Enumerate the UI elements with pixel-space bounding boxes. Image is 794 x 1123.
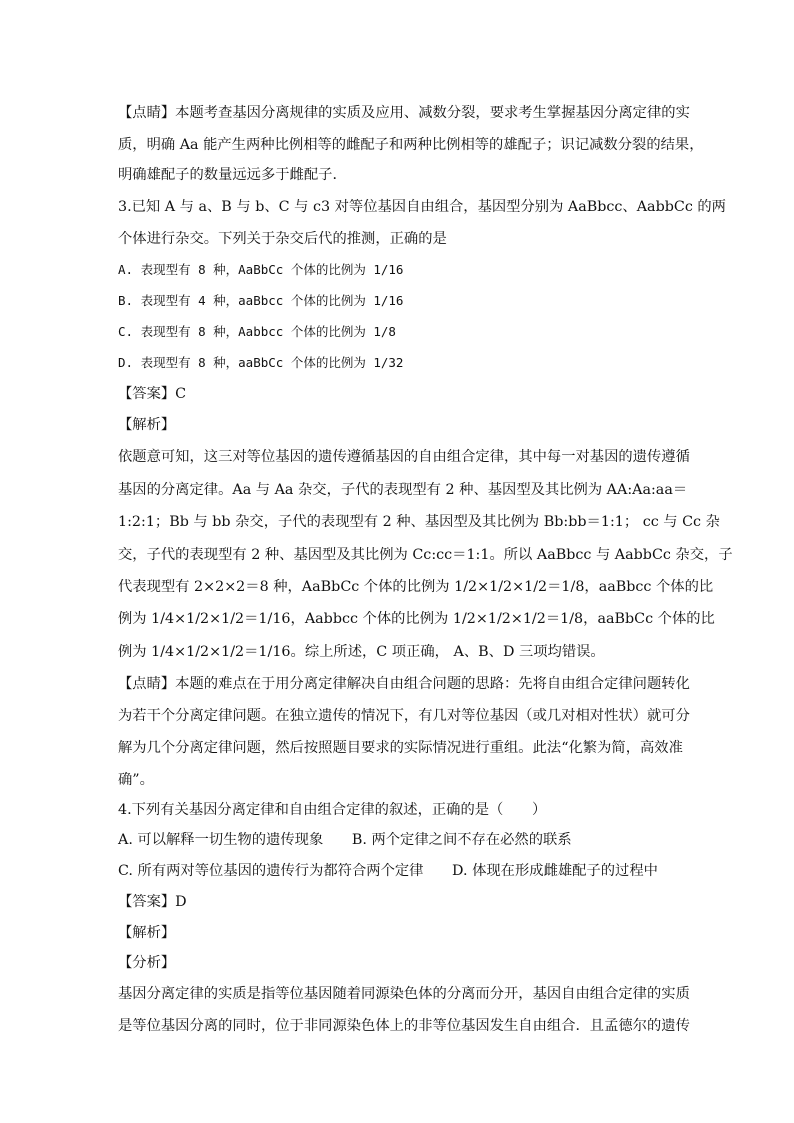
paragraph-line: 是等位基因分离的同时，位于非同源染色体上的非等位基因发生自由组合．且孟德尔的遗传	[118, 1018, 690, 1034]
analysis-label: 【解析】	[118, 925, 176, 941]
option-d: D. 表现型有 8 种，aaBbCc 个体的比例为 1/32	[118, 355, 404, 370]
option-b: B. 表现型有 4 种，aaBbcc 个体的比例为 1/16	[118, 293, 404, 308]
paragraph-line: 质，明确 Aa 能产生两种比例相等的雌配子和两种比例相等的雄配子；识记减数分裂的结果，	[118, 137, 704, 153]
paragraph-line: 明确雄配子的数量远远多于雌配子．	[118, 167, 347, 183]
paragraph-line: 例为 1/4×1/2×1/2＝1/16，Aabbcc 个体的比例为 1/2×1/2×1/2＝1/8，aaBbCc 个体的比	[118, 611, 715, 627]
question-line: 3.已知 A 与 a、B 与 b、C 与 c3 对等位基因自由组合，基因型分别为 AaBbcc、AabbCc 的两	[118, 199, 726, 215]
paragraph-line: 代表现型有 2×2×2＝8 种，AaBbCc 个体的比例为 1/2×1/2×1/2＝1/8，aaBbcc 个体的比	[118, 579, 714, 595]
paragraph-line: 确”。	[118, 772, 154, 788]
paragraph-line: 为若干个分离定律问题。在独立遗传的情况下，有几对等位基因（或几对相对性状）就可分	[118, 708, 690, 724]
answer-label: 【答案】C	[118, 386, 187, 402]
option-row: C. 所有两对等位基因的遗传行为都符合两个定律 D. 体现在形成雌雄配子的过程中	[118, 863, 658, 879]
option-row: A. 可以解释一切生物的遗传现象 B. 两个定律之间不存在必然的联系	[118, 832, 572, 848]
question-line: 4.下列有关基因分离定律和自由组合定律的叙述，正确的是（ ）	[118, 802, 547, 818]
analysis-label: 【解析】	[118, 417, 176, 433]
paragraph-line: 解为几个分离定律问题，然后按照题目要求的实际情况进行重组。此法“化繁为简，高效准	[118, 740, 683, 756]
paragraph-line: 1:2:1；Bb 与 bb 杂交，子代的表现型有 2 种、基因型及其比例为 Bb:bb＝1:1； cc 与 Cc 杂	[118, 514, 720, 530]
paragraph-line: 例为 1/4×1/2×1/2＝1/16。综上所述，C 项正确， A、B、D 三项均错误。	[118, 644, 605, 660]
answer-label: 【答案】D	[118, 894, 187, 910]
paragraph-line: 【点睛】本题考查基因分离规律的实质及应用、减数分裂，要求考生掌握基因分离定律的实	[118, 105, 690, 121]
paragraph-line: 基因的分离定律。Aa 与 Aa 杂交，子代的表现型有 2 种、基因型及其比例为 AA:Aa:aa＝	[118, 482, 688, 498]
paragraph-line: 基因分离定律的实质是指等位基因随着同源染色体的分离而分开，基因自由组合定律的实质	[118, 986, 690, 1002]
paragraph-line: 交，子代的表现型有 2 种、基因型及其比例为 Cc:cc＝1:1。所以 AaBbcc 与 AabbCc 杂交，子	[118, 547, 733, 563]
paragraph-line: 【点睛】本题的难点在于用分离定律解决自由组合问题的思路：先将自由组合定律问题转化	[118, 676, 690, 692]
option-a: A. 表现型有 8 种，AaBbCc 个体的比例为 1/16	[118, 262, 404, 277]
paragraph-line: 依题意可知，这三对等位基因的遗传遵循基因的自由组合定律，其中每一对基因的遗传遵循	[118, 449, 690, 465]
question-line: 个体进行杂交。下列关于杂交后代的推测，正确的是	[118, 231, 447, 247]
option-c: C. 表现型有 8 种，Aabbcc 个体的比例为 1/8	[118, 324, 396, 339]
analysis-sublabel: 【分析】	[118, 955, 176, 971]
